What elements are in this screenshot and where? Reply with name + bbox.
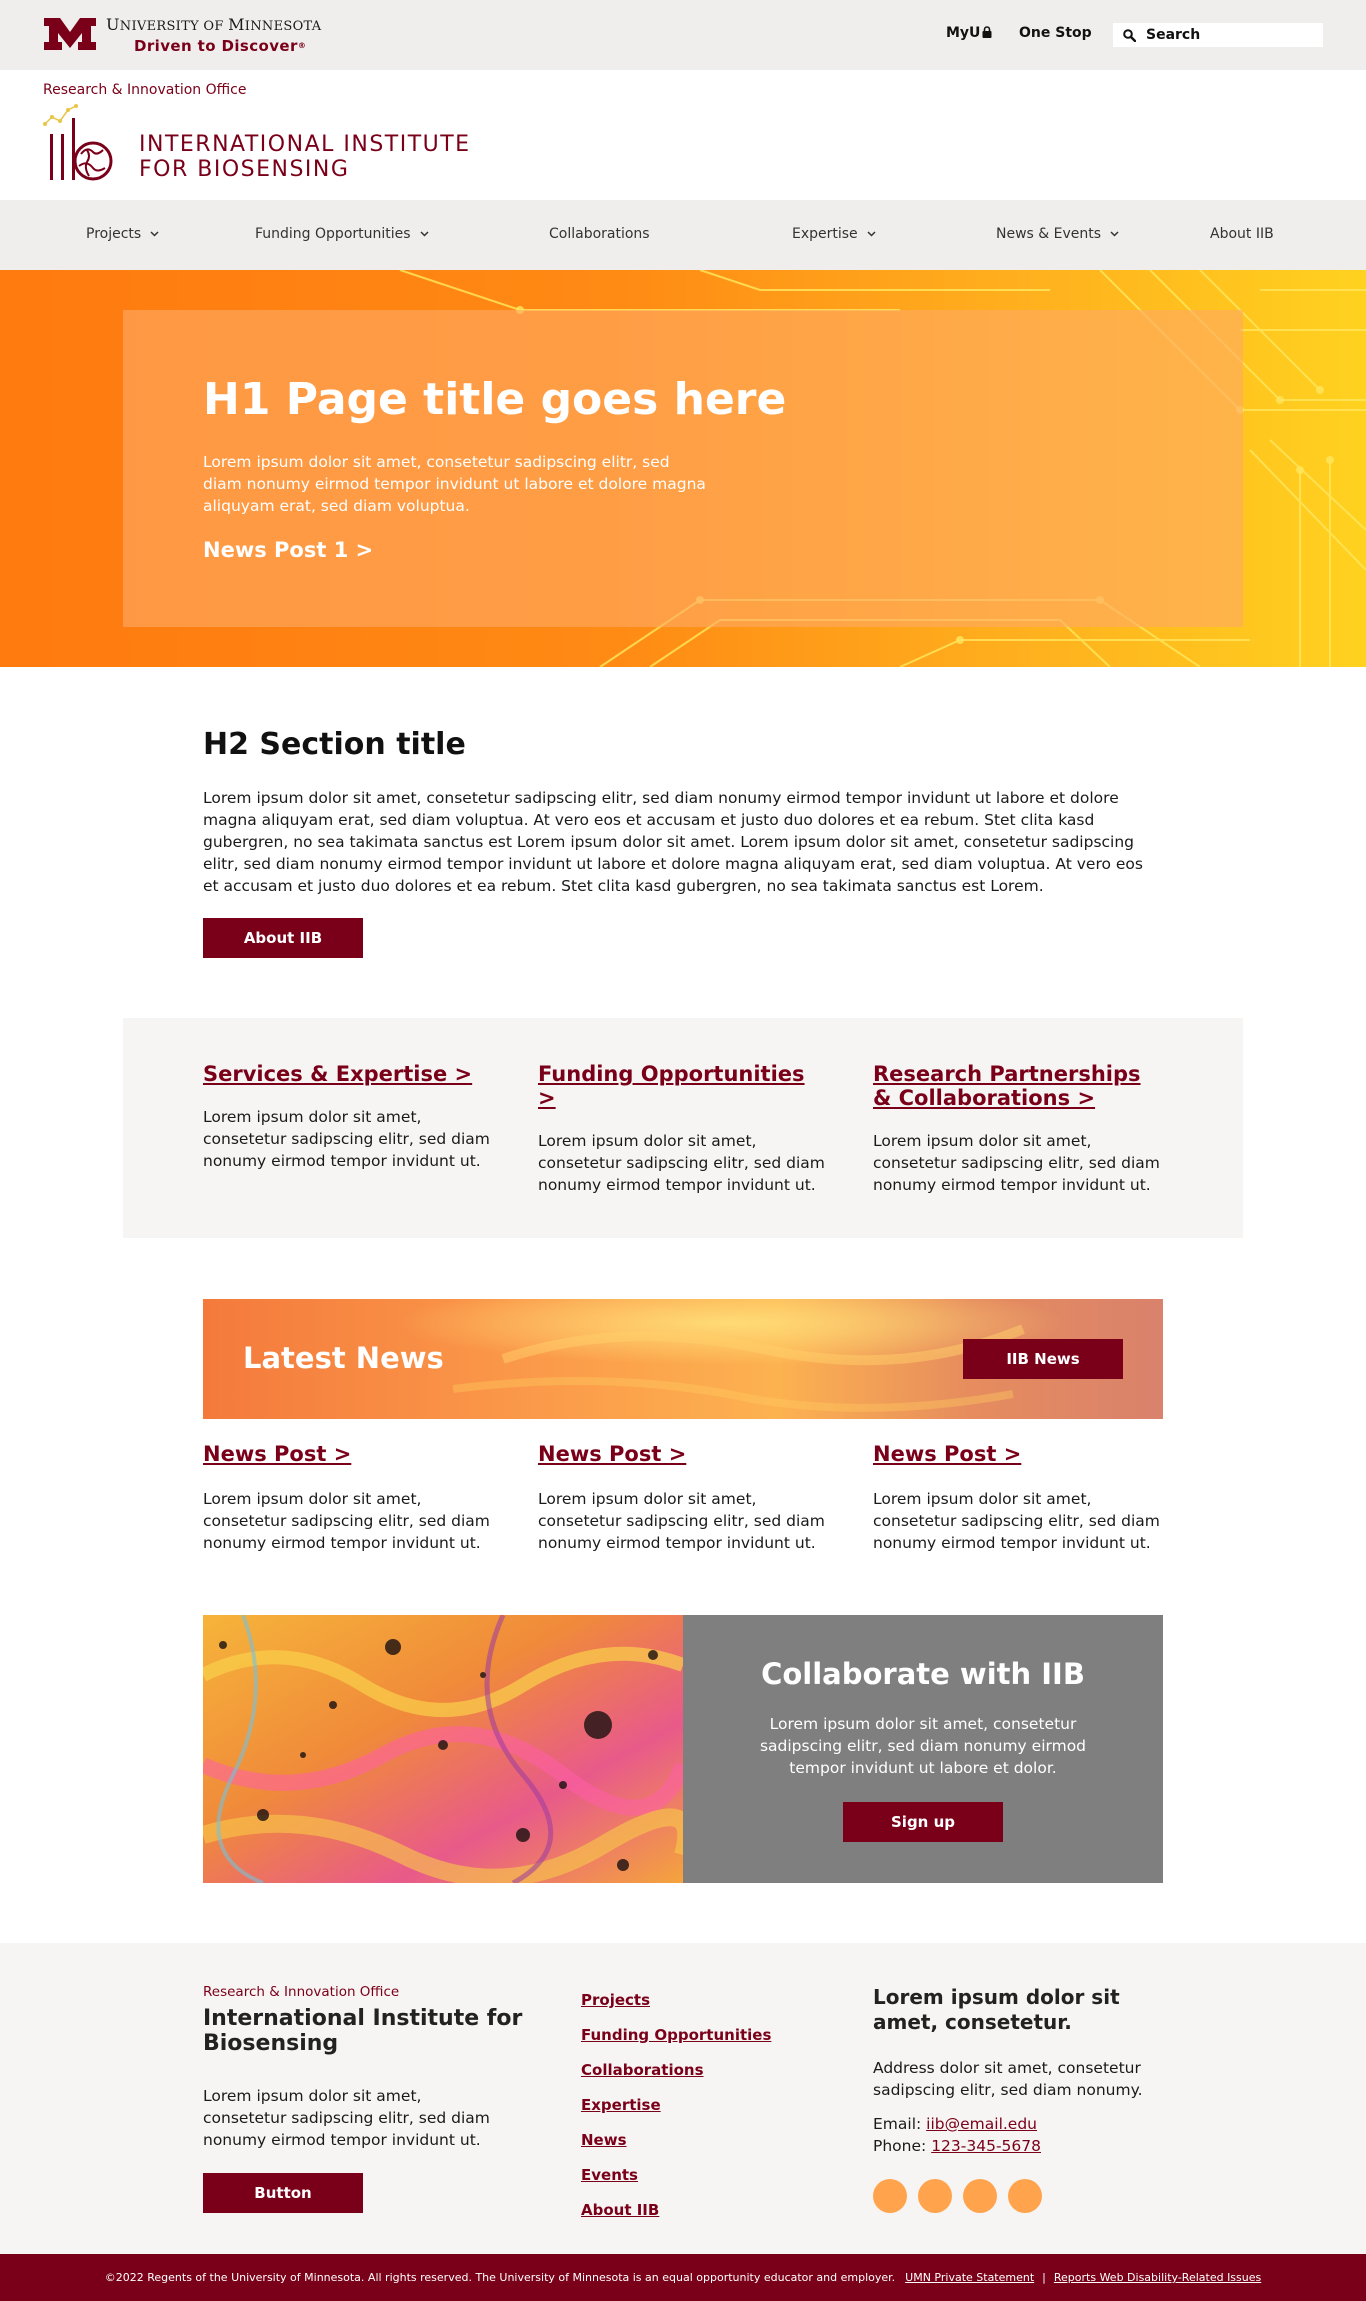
footer-contact-title: Lorem ipsum dolor sit amet, consetetur. <box>873 1985 1120 2034</box>
abstract-fluid-image <box>203 1615 683 1883</box>
nav-item-news-events[interactable] <box>996 226 1119 242</box>
nav-label: Projects <box>86 226 142 242</box>
news-item <box>873 1442 1163 1554</box>
iib-logo-icon[interactable] <box>43 104 133 182</box>
collaborate-text: Lorem ipsum dolor sit amet, consetetur sadipscing elitr, sed diam nonumy eirmod tempor invidunt ut labore et dolor. <box>759 1715 1087 1777</box>
social-links <box>873 2179 1042 2213</box>
footer-link-projects[interactable]: Projects <box>581 1991 651 2009</box>
social-icon[interactable] <box>1008 2179 1042 2213</box>
iib-news-button[interactable]: IIB News <box>963 1339 1123 1379</box>
chevron-down-icon <box>150 231 159 237</box>
search-input[interactable] <box>1146 27 1306 43</box>
institute-title[interactable] <box>139 132 471 182</box>
umn-block-m-icon <box>42 16 98 52</box>
hero-description: Lorem ipsum dolor sit amet, consetetur sadipscing elitr, sed diam nonumy eirmod tempor invidunt ut labore et dolore magna aliquyam erat, sed diam voluptua. <box>203 453 706 515</box>
legal-separator: | <box>1042 2271 1046 2284</box>
hero-news-link[interactable]: News Post 1 > <box>203 538 374 562</box>
nav-item-about[interactable] <box>1210 226 1274 242</box>
collaborate-title: Collaborate with IIB <box>761 1657 1085 1691</box>
hero-banner <box>0 270 1366 667</box>
institute-title-line1: INTERNATIONAL INSTITUTE <box>139 132 471 157</box>
footer-link-collaborations[interactable]: Collaborations <box>581 2061 704 2079</box>
nav-item-projects[interactable] <box>86 226 159 242</box>
footer-link-funding[interactable]: Funding Opportunities <box>581 2026 772 2044</box>
umn-tagline: Driven to Discover® <box>134 37 307 55</box>
email-link[interactable]: iib@email.edu <box>926 2115 1037 2133</box>
collaborate-panel <box>683 1615 1163 1883</box>
social-icon[interactable] <box>873 2179 907 2213</box>
news-text: Lorem ipsum dolor sit amet, consetetur sadipscing elitr, sed diam nonumy eirmod tempor invidunt ut. <box>203 1490 490 1552</box>
chevron-down-icon <box>420 231 429 237</box>
copyright-text: ©2022 Regents of the University of Minnesota. All rights reserved. The University of Minnesota is an equal opportunity educator and employer. <box>104 2271 896 2284</box>
site-footer <box>0 1943 1366 2254</box>
footer-link-events[interactable]: Events <box>581 2166 638 2184</box>
page-title: H1 Page title goes here <box>203 374 787 425</box>
nav-item-expertise[interactable] <box>792 226 876 242</box>
hero-card <box>123 310 1243 627</box>
search-icon[interactable] <box>1123 29 1136 42</box>
feature-card <box>203 1062 493 1172</box>
nav-item-collaborations[interactable] <box>549 226 650 242</box>
myu-link[interactable] <box>946 25 992 41</box>
footer-phone <box>873 2135 1041 2157</box>
search-box[interactable] <box>1113 23 1323 47</box>
card-text: Lorem ipsum dolor sit amet, consetetur sadipscing elitr, sed diam nonumy eirmod tempor invidunt ut. <box>538 1132 825 1194</box>
footer-link-about[interactable]: About IIB <box>581 2201 660 2219</box>
nav-label: Collaborations <box>549 226 650 242</box>
one-stop-link[interactable]: One Stop <box>1019 25 1092 41</box>
latest-news-title: Latest News <box>243 1341 444 1375</box>
umn-logo[interactable] <box>42 16 321 56</box>
email-label: Email: <box>873 2115 922 2133</box>
myu-label: MyU <box>946 25 981 41</box>
footer-links <box>581 1983 771 2228</box>
news-post-link[interactable]: News Post > <box>873 1442 1022 1466</box>
accessibility-link[interactable]: Reports Web Disability-Related Issues <box>1053 2271 1262 2284</box>
feature-cards <box>123 1018 1243 1238</box>
section-title: H2 Section title <box>203 727 466 762</box>
umn-wordmark: UNIVERSITY OF MINNESOTA <box>106 15 322 34</box>
chevron-down-icon <box>1110 231 1119 237</box>
nav-label: Funding Opportunities <box>255 226 411 242</box>
collaborate-image <box>203 1615 683 1883</box>
lock-icon <box>982 26 992 38</box>
main-nav <box>0 200 1366 270</box>
footer-link-news[interactable]: News <box>581 2131 627 2149</box>
about-iib-button[interactable]: About IIB <box>203 918 363 958</box>
footer-text: Lorem ipsum dolor sit amet, consetetur sadipscing elitr, sed diam nonumy eirmod tempor invidunt ut. <box>203 2087 490 2149</box>
feature-card <box>538 1062 828 1196</box>
footer-button[interactable]: Button <box>203 2173 363 2213</box>
nav-label: News & Events <box>996 226 1102 242</box>
news-post-link[interactable]: News Post > <box>203 1442 352 1466</box>
section-text: Lorem ipsum dolor sit amet, consetetur sadipscing elitr, sed diam nonumy eirmod tempor invidunt ut labore et dolore magna aliquyam erat, sed diam voluptua. At vero eos et accusam et justo duo dolores et ea rebum. Stet clita kasd gubergren, no sea takimata sanctus est Lorem ipsum dolor sit amet. Lorem ipsum dolor sit amet, consetetur sadipscing elitr, sed diam nonumy eirmod tempor invidunt ut labore et dolore magna aliquyam erat, sed diam voluptua. At vero eos et accusam et justo duo dolores et ea rebum. Stet clita kasd gubergren, no sea takimata sanctus est Lorem. <box>203 789 1143 895</box>
unit-header <box>0 70 1366 200</box>
news-post-link[interactable]: News Post > <box>538 1442 687 1466</box>
sign-up-button[interactable]: Sign up <box>843 1802 1003 1842</box>
footer-link-expertise[interactable]: Expertise <box>581 2096 661 2114</box>
footer-address: Address dolor sit amet, consetetur sadipscing elitr, sed diam nonumy. <box>873 2059 1143 2099</box>
nav-item-funding[interactable] <box>255 226 429 242</box>
phone-label: Phone: <box>873 2137 927 2155</box>
card-text: Lorem ipsum dolor sit amet, consetetur sadipscing elitr, sed diam nonumy eirmod tempor invidunt ut. <box>203 1108 490 1170</box>
latest-news-banner <box>203 1299 1163 1419</box>
card-text: Lorem ipsum dolor sit amet, consetetur sadipscing elitr, sed diam nonumy eirmod tempor invidunt ut. <box>873 1132 1160 1194</box>
footer-institute-name: International Institute for Biosensing <box>203 2006 523 2056</box>
news-text: Lorem ipsum dolor sit amet, consetetur sadipscing elitr, sed diam nonumy eirmod tempor invidunt ut. <box>873 1490 1160 1552</box>
phone-link[interactable]: 123-345-5678 <box>931 2137 1041 2155</box>
chevron-down-icon <box>867 231 876 237</box>
card-title-link[interactable]: Funding Opportunities > <box>538 1062 805 1110</box>
umn-header-bar <box>0 0 1366 70</box>
news-item <box>538 1442 828 1554</box>
footer-email <box>873 2113 1037 2135</box>
social-icon[interactable] <box>918 2179 952 2213</box>
feature-card <box>873 1062 1163 1196</box>
news-item <box>203 1442 493 1554</box>
footer-office-label: Research & Innovation Office <box>203 1984 400 2000</box>
nav-label: Expertise <box>792 226 858 242</box>
privacy-link[interactable]: UMN Private Statement <box>905 2271 1035 2284</box>
card-title-link[interactable]: Services & Expertise > <box>203 1062 473 1086</box>
card-title-link[interactable]: Research Partnerships & Collaborations > <box>873 1062 1141 1110</box>
news-text: Lorem ipsum dolor sit amet, consetetur sadipscing elitr, sed diam nonumy eirmod tempor invidunt ut. <box>538 1490 825 1552</box>
unit-office-label: Research & Innovation Office <box>43 82 247 98</box>
social-icon[interactable] <box>963 2179 997 2213</box>
nav-label: About IIB <box>1210 226 1274 242</box>
institute-title-line2: FOR BIOSENSING <box>139 157 350 182</box>
legal-bar <box>0 2254 1366 2301</box>
